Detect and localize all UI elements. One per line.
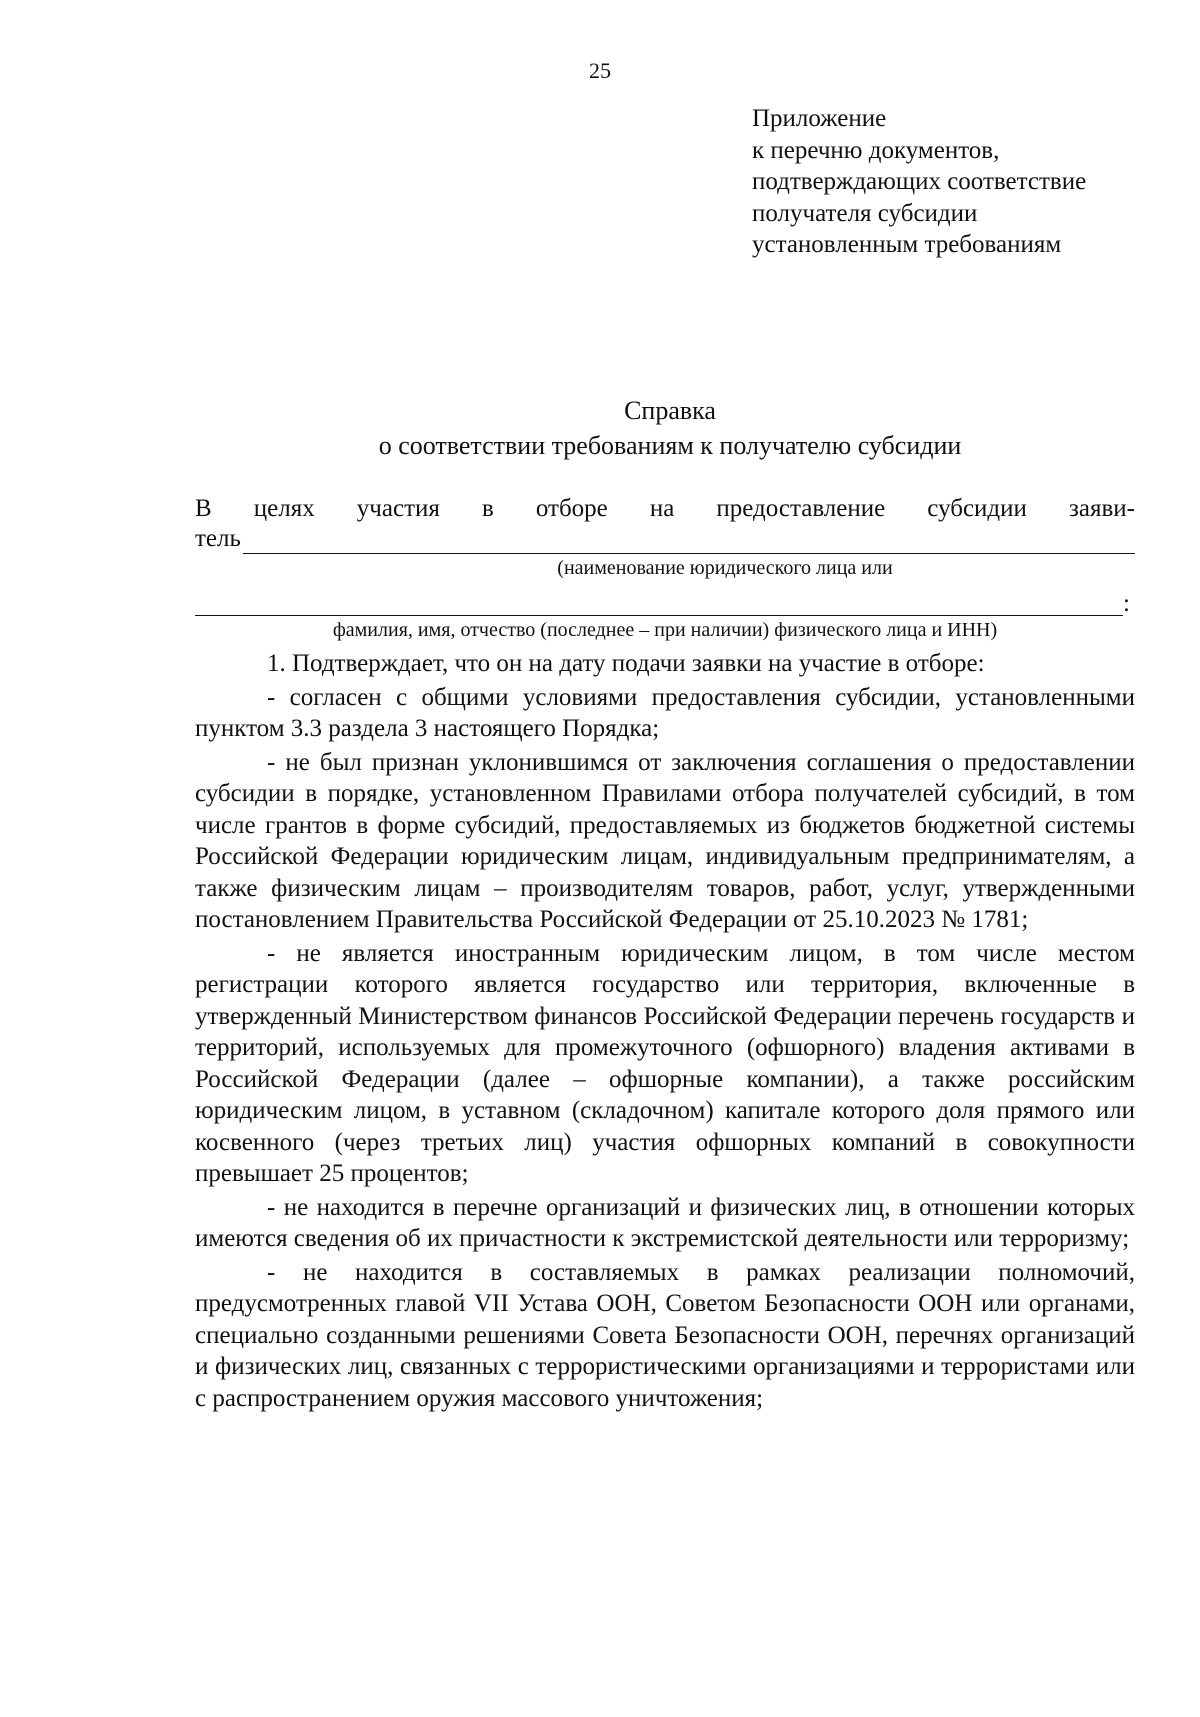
intro-word: участия	[356, 495, 440, 522]
appendix-line: подтверждающих соответствие	[752, 168, 1087, 195]
page-number: 25	[589, 58, 611, 83]
applicant-name-line	[195, 524, 1135, 554]
colon: :	[1123, 590, 1130, 617]
intro-word: субсидии	[927, 495, 1027, 522]
applicant-name-blank[interactable]	[243, 529, 1135, 554]
intro-word: В	[195, 495, 212, 522]
paragraph: 1. Подтверждает, что он на дату подачи заявки на участие в отборе:	[267, 650, 985, 677]
field-caption: (наименование юридического лица или	[557, 557, 893, 579]
intro-line	[195, 494, 1135, 524]
paragraph: - согласен с общими условиями предоставления субсидии, установленными пунктом 3.3 раздела 3 настоящего Порядка;	[195, 683, 1135, 742]
appendix-line: Приложение	[752, 105, 887, 132]
paragraph: - не находится в составляемых в рамках реализации полномочий, предусмотренных главой VII Устава ООН, Советом Безопасности ООН или органами, специально созданными решениями Совета Безопасности ООН, перечнях организаций и физических лиц, связанных с террористическими организациями и террористами или с распространением оружия массового уничтожения;	[195, 1258, 1135, 1412]
paragraph: - не находится в перечне организаций и физических лиц, в отношении которых имеются сведения об их причастности к экстремистской деятельности или терроризму;	[195, 1193, 1135, 1252]
intro-word: тель	[195, 525, 241, 552]
appendix-line: установленным требованиям	[752, 231, 1062, 258]
title-line-1: Справка	[624, 396, 716, 425]
applicant-intro	[195, 494, 1135, 644]
appendix-line: получателя субсидии	[752, 199, 978, 227]
applicant-name-line-2	[195, 582, 1135, 616]
applicant-name-blank-2[interactable]	[195, 591, 1123, 616]
paragraph: - не был признан уклонившимся от заключения соглашения о предоставлении субсидии в порядке, установленном Правилами отбора получателей субсидий, в том числе грантов в форме субсидий, предоставляемых из бюджетов бюджетной системы Российской Федерации юридическим лицам, индивидуальным предпринимателям, а также физическим лицам – производителям товаров, работ, услуг, утвержденными постановлением Правительства Российской Федерации от 25.10.2023 № 1781;	[195, 748, 1135, 933]
field-caption: фамилия, имя, отчество (последнее – при наличии) физического лица и ИНН)	[332, 619, 998, 641]
appendix-line: к перечню документов,	[752, 136, 1000, 164]
intro-word: отборе	[535, 495, 608, 522]
paragraph: - не является иностранным юридическим лицом, в том числе местом регистрации которого является государство или территория, включенные в утвержденный Министерством финансов Российской Федерации перечень государств и территорий, используемых для промежуточного (офшорного) владения активами в Российской Федерации (далее – офшорные компании), а также российским юридическим лицом, в уставном (складочном) капитале которого доля прямого или косвенного (через третьих лиц) участия офшорных компаний в совокупности превышает 25 процентов;	[195, 939, 1135, 1187]
intro-word: на	[649, 495, 675, 522]
intro-word: предоставление	[716, 495, 886, 522]
intro-word: заяви-	[1068, 495, 1135, 522]
appendix-header	[752, 103, 1086, 261]
title-line-2: о соответствии требованиям к получателю субсидии	[378, 431, 962, 460]
document-title	[0, 393, 1200, 463]
intro-word: в	[481, 495, 494, 522]
intro-word: целях	[253, 495, 315, 522]
document-body	[195, 648, 1135, 1414]
